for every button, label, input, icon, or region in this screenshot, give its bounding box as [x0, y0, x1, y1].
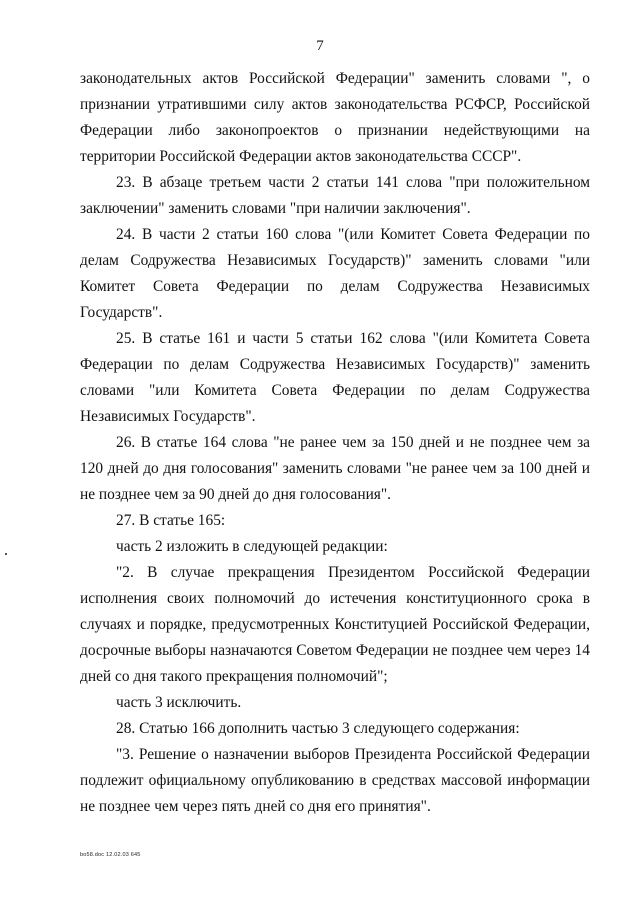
paragraph-item-27-part-3: часть 3 исключить.: [116, 694, 242, 711]
paragraph-item-25: 25. В статье 161 и части 5 статьи 162 слова "(или Комитета Совета Федерации по делам Содружества Независимых Государств)" заменить словами "или Комитета Совета Федерации по делам Содружества Независимых Государств".: [80, 330, 590, 425]
paragraph-item-28-text: "3. Решение о назначении выборов Президента Российской Федерации подлежит официальному опубликованию в средствах массовой информации не позднее чем через пять дней со дня его принятия".: [80, 746, 590, 815]
document-body: [80, 66, 590, 820]
page-number: 7: [316, 38, 324, 54]
paragraph-item-27: 27. В статье 165:: [116, 512, 226, 529]
paragraph-continuation: законодательных актов Российской Федерации" заменить словами ", о признании утратившими силу актов законодательства РСФСР, Российской Федерации либо законопроектов о признании недействующими на территории Российской Федерации актов законодательства СССР".: [80, 70, 590, 165]
paragraph-item-24: 24. В части 2 статьи 160 слова "(или Комитет Совета Федерации по делам Содружества Независимых Государств)" заменить словами "или Комитет Совета Федерации по делам Содружества Независимых Государств".: [80, 226, 590, 321]
paragraph-item-27-part-2-intro: часть 2 изложить в следующей редакции:: [116, 538, 388, 555]
footer-file-mark: bo58.doc 12.02.03 645: [80, 852, 141, 858]
scan-dot: [5, 553, 7, 555]
paragraph-item-26: 26. В статье 164 слова "не ранее чем за 150 дней и не позднее чем за 120 дней до дня голосования" заменить словами "не ранее чем за 100 дней и не позднее чем за 90 дней до дня голосования".: [80, 434, 590, 503]
paragraph-item-23: 23. В абзаце третьем части 2 статьи 141 слова "при положительном заключении" заменить словами "при наличии заключения".: [80, 174, 590, 217]
paragraph-item-28: 28. Статью 166 дополнить частью 3 следующего содержания:: [116, 720, 520, 737]
paragraph-item-27-part-2-text: "2. В случае прекращения Президентом Российской Федерации исполнения своих полномочий до истечения конституционного срока в случаях и порядке, предусмотренных Конституцией Российской Федерации, досрочные выборы назначаются Советом Федерации не позднее чем через 14 дней со дня такого прекращения полномочий";: [80, 564, 590, 685]
